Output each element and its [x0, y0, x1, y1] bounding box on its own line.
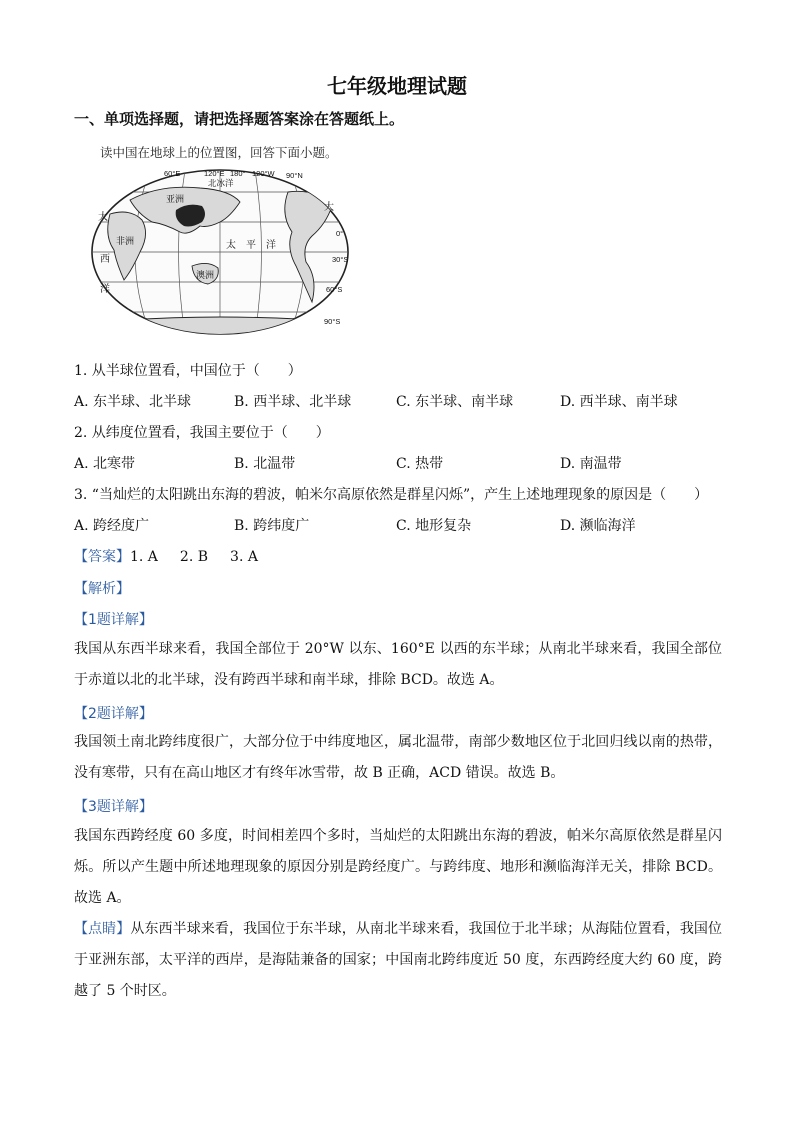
map-label: 洋: [266, 240, 276, 251]
option-b[interactable]: B. 西半球、北半球: [234, 394, 352, 410]
question-3-stem: 3. “当灿烂的太阳跳出东海的碧波，帕米尔高原依然是群星闪烁”，产生上述地理现象的原因是（ ）: [74, 487, 709, 503]
detail-3-label: 【3题详解】: [74, 799, 153, 815]
option-c[interactable]: C. 热带: [396, 456, 444, 472]
world-map-figure: [80, 162, 360, 340]
option-d[interactable]: D. 南温带: [560, 456, 622, 472]
option-a[interactable]: A. 北寒带: [74, 456, 136, 472]
question-1-stem: 1. 从半球位置看，中国位于（ ）: [74, 363, 302, 379]
map-label: 西: [100, 254, 110, 265]
option-a[interactable]: A. 跨经度广: [74, 518, 150, 534]
option-d[interactable]: D. 濒临海洋: [560, 518, 636, 534]
question-2-options: [74, 453, 734, 473]
map-label: 非洲: [116, 236, 135, 246]
map-label: 大: [98, 212, 108, 223]
page-title: 七年级地理试题: [327, 74, 467, 98]
map-label: 120°W: [252, 169, 275, 178]
tip-paragraph: [74, 914, 722, 1007]
map-label: 60°E: [164, 169, 181, 178]
map-label: 60°S: [326, 285, 343, 294]
map-label: 90°N: [286, 171, 303, 180]
answer-item: 3. A: [230, 549, 258, 565]
question-3-options: [74, 515, 734, 535]
option-c[interactable]: C. 地形复杂: [396, 518, 472, 534]
map-label: 90°S: [324, 317, 341, 326]
section-heading: 一、单项选择题，请把选择题答案涂在答题纸上。: [74, 110, 405, 128]
map-label: 洋: [100, 284, 110, 295]
map-label: 亚洲: [166, 194, 185, 204]
map-label: 120°E: [204, 169, 225, 178]
tip-label: 【点睛】: [74, 921, 131, 937]
option-d[interactable]: D. 西半球、南半球: [560, 394, 678, 410]
option-b[interactable]: B. 跨纬度广: [234, 518, 310, 534]
map-label: 澳洲: [196, 270, 215, 280]
map-label: 180°: [230, 169, 246, 178]
detail-2-label: 【2题详解】: [74, 706, 153, 722]
answer-item: 2. B: [179, 549, 209, 565]
antarctica-shape: [100, 317, 342, 340]
question-2-stem: 2. 从纬度位置看，我国主要位于（ ）: [74, 425, 330, 441]
detail-1-text: 我国从东西半球来看，我国全部位于 20°W 以东、160°E 以西的东半球；从南北半球来看，我国全部位于赤道以北的北半球，没有跨西半球和南半球，排除 BCD。故选 A。: [74, 641, 722, 688]
map-label: 北冰洋: [208, 178, 234, 188]
question-1-options: [74, 391, 734, 411]
map-label: 大: [324, 202, 334, 213]
answer-item: 1. A: [130, 549, 158, 565]
answer-label: 【答案】: [74, 549, 130, 565]
map-label: 太: [226, 240, 236, 251]
answer-line: [74, 546, 280, 566]
map-label: 30°S: [332, 255, 349, 264]
map-instruction: 读中国在地球上的位置图，回答下面小题。: [100, 145, 338, 160]
option-c[interactable]: C. 东半球、南半球: [396, 394, 514, 410]
tip-text: 从东西半球来看，我国位于东半球，从南北半球来看，我国位于北半球；从海陆位置看，我国位于亚洲东部，太平洋的西岸，是海陆兼备的国家；中国南北跨纬度近 50 度，东西跨经度大约 60 度，跨越了 5 个时区。: [74, 921, 723, 999]
detail-2-text: 我国领土南北跨纬度很广，大部分位于中纬度地区，属北温带，南部少数地区位于北回归线以南的热带，没有寒带，只有在高山地区才有终年冰雪带，故 B 正确，ACD 错误。故选 B。: [74, 734, 722, 781]
analysis-label: 【解析】: [74, 581, 130, 597]
option-a[interactable]: A. 东半球、北半球: [74, 394, 192, 410]
detail-1-label: 【1题详解】: [74, 612, 153, 628]
option-b[interactable]: B. 北温带: [234, 456, 296, 472]
detail-3-text: 我国东西跨经度 60 多度，时间相差四个多时，当灿烂的太阳跳出东海的碧波，帕米尔高原依然是群星闪烁。所以产生题中所述地理现象的原因分别是跨经度广。与跨纬度、地形和濒临海洋无关，排除 BCD。故选 A。: [74, 828, 722, 906]
map-label: 0°: [336, 229, 344, 238]
map-label: 平: [246, 240, 256, 251]
